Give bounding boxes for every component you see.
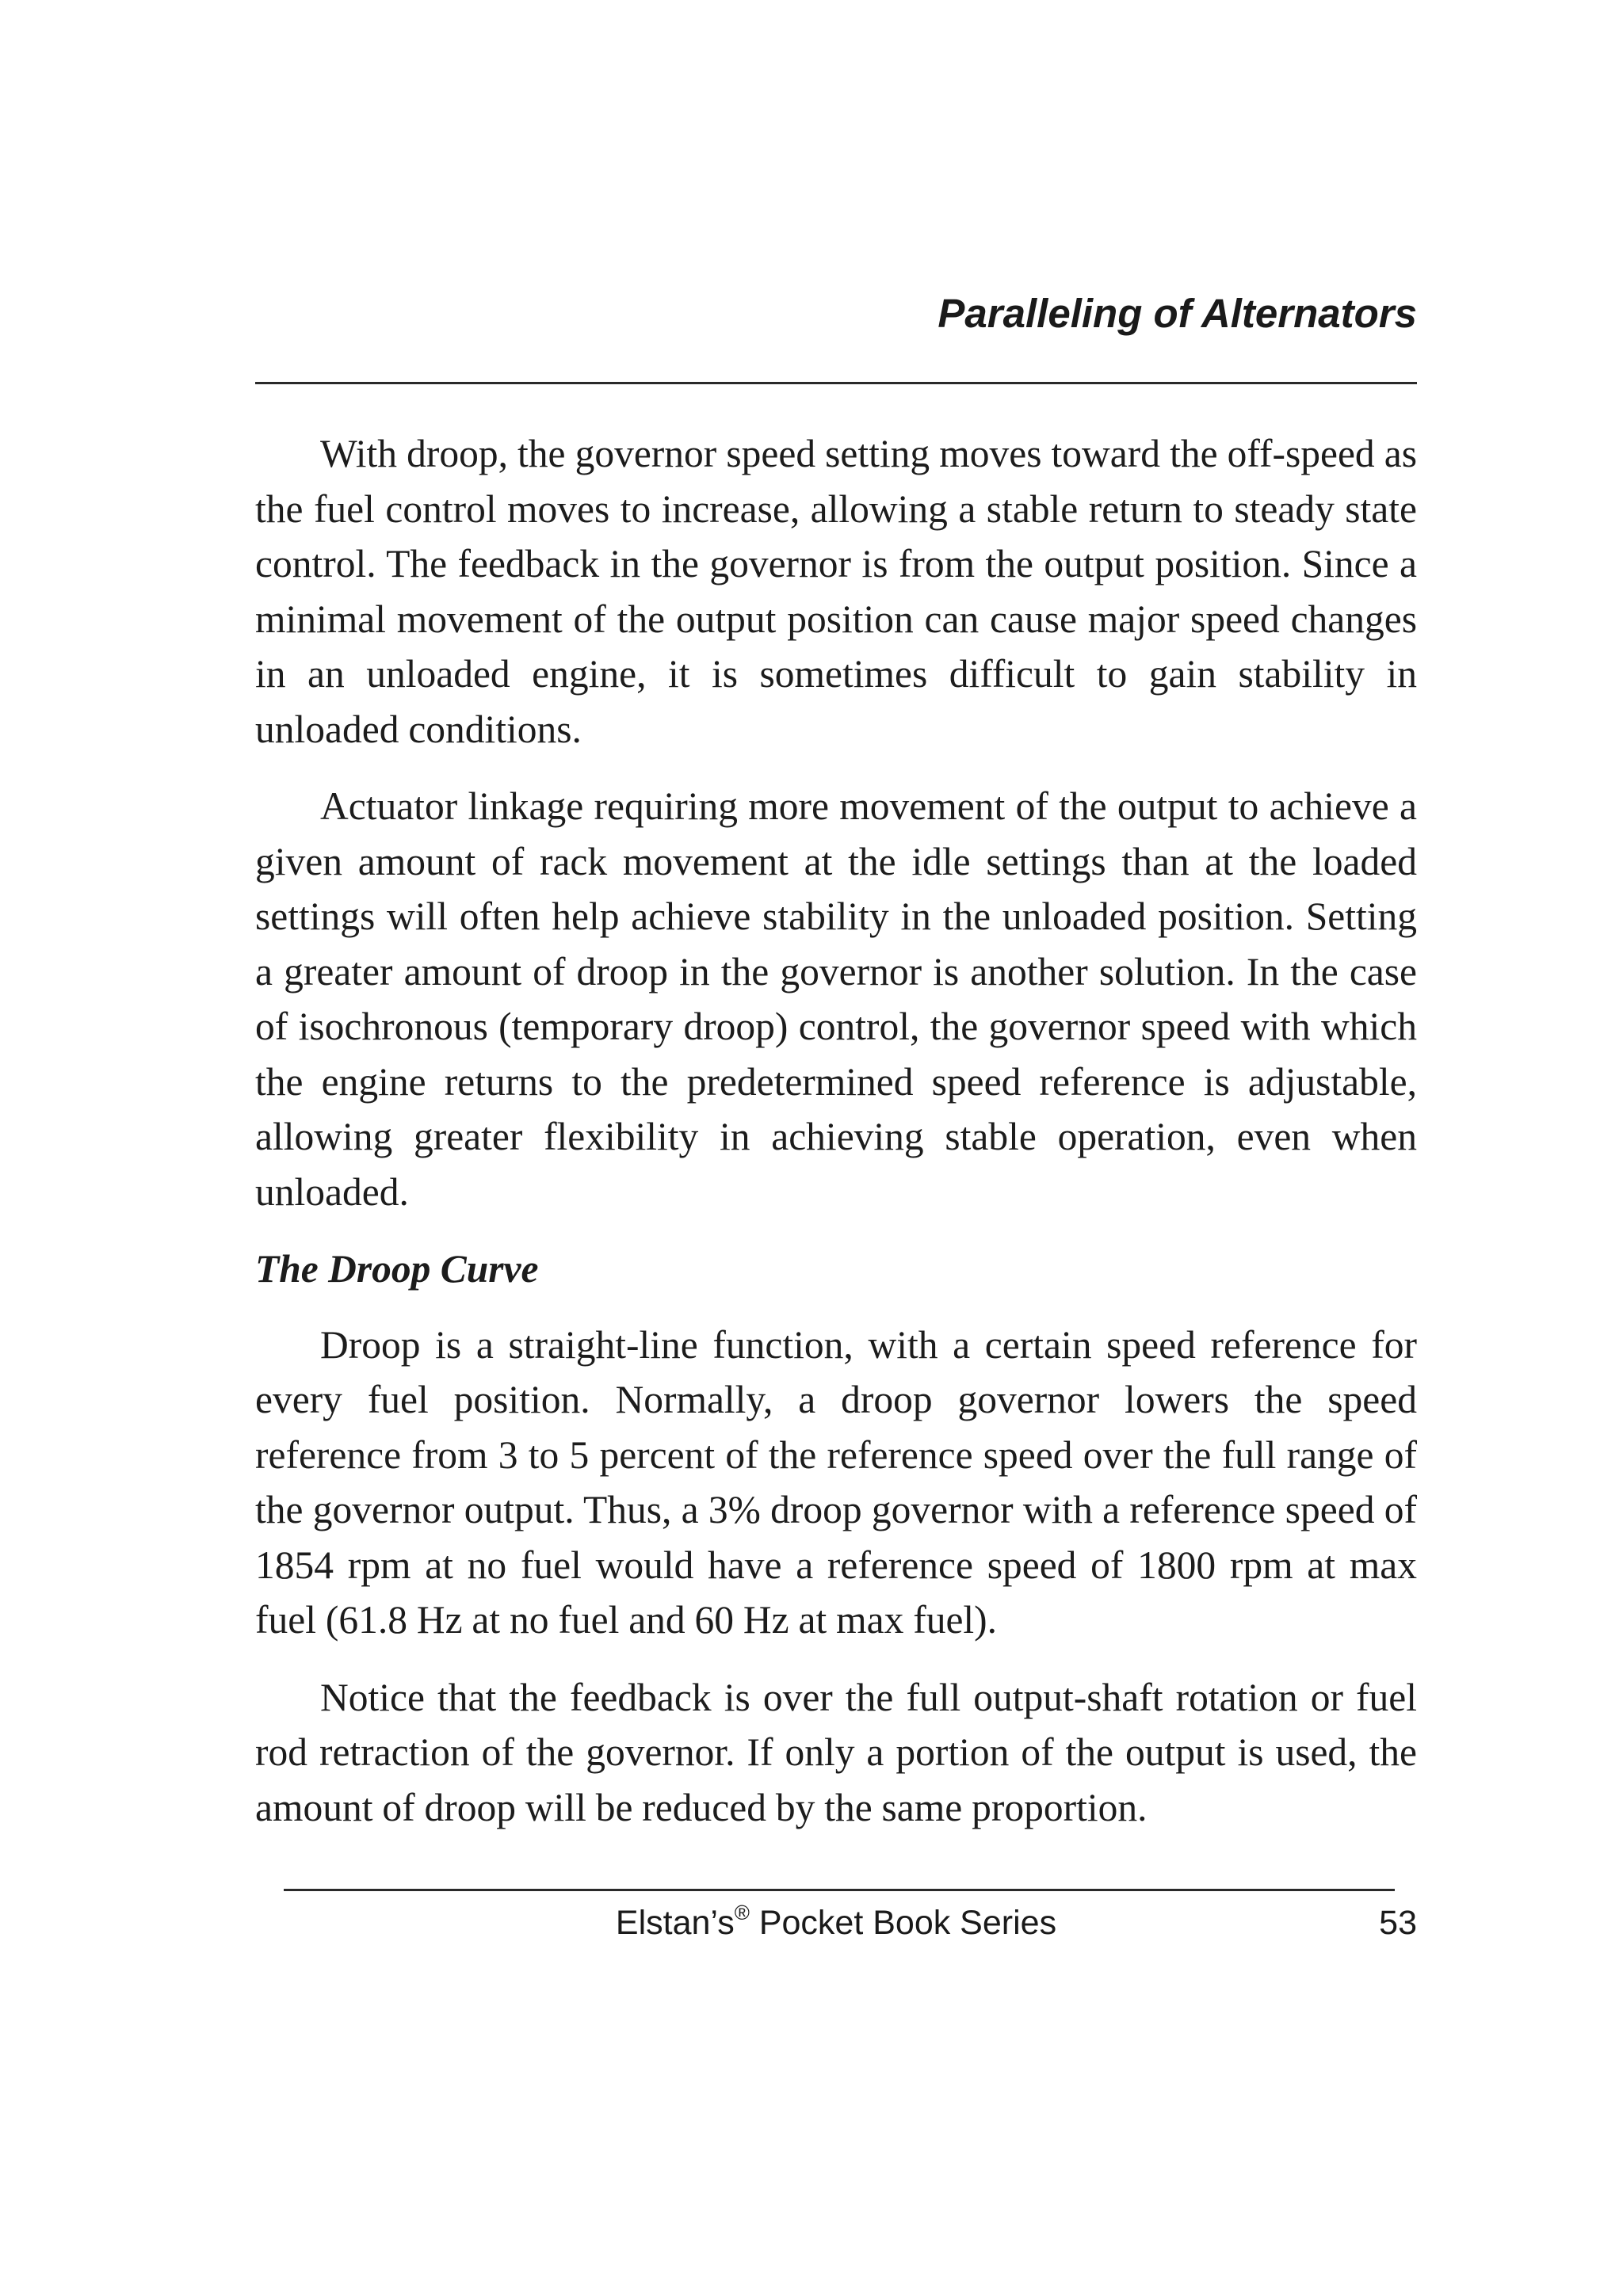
body-paragraph-1: With droop, the governor speed setting moves toward the off-speed as the fuel control moves to increase, allowing a stable return to steady state control. The feedback in the governor is from the output position. Since a minimal movement of the output position can cause major speed changes in an unloaded engine, it is sometimes difficult to gain stability in unloaded conditions. [255, 432, 1417, 751]
body-paragraph-3: Droop is a straight-line function, with a certain speed reference for every fuel position. Normally, a droop governor lowers the speed reference from 3 to 5 percent of the reference speed over the full range of the governor output. Thus, a 3% droop governor with a reference speed of 1854 rpm at no fuel would have a reference speed of 1800 rpm at max fuel (61.8 Hz at no fuel and 60 Hz at max fuel). [255, 1322, 1417, 1642]
section-heading: The Droop Curve [255, 1247, 539, 1291]
page-body [255, 426, 1417, 1857]
registered-mark: ® [734, 1901, 750, 1924]
body-paragraph-2: Actuator linkage requiring more movement of the output to achieve a given amount of rack movement at the idle settings than at the loaded settings will often help achieve stability in the unloaded position. Setting a greater amount of droop in the governor is another solution. In the case of isochronous (temporary droop) control, the governor speed with which the engine returns to the predetermined speed reference is adjustable, allowing greater flexibility in achieving stable operation, even when unloaded. [255, 784, 1417, 1214]
series-name-text: Elstan’s [615, 1904, 735, 1942]
body-paragraph-4: Notice that the feedback is over the full output-shaft rotation or fuel rod retraction of the governor. If only a portion of the output is used, the amount of droop will be reduced by the same proportion. [255, 1675, 1417, 1829]
page-footer [255, 1895, 1417, 1951]
page-number: 53 [1379, 1904, 1417, 1942]
running-header-title: Paralleling of Alternators [938, 291, 1417, 336]
series-suffix-text: Pocket Book Series [749, 1904, 1057, 1942]
footer-series-name [255, 1895, 1417, 1951]
footer-divider [284, 1889, 1395, 1891]
header-divider [255, 382, 1417, 384]
